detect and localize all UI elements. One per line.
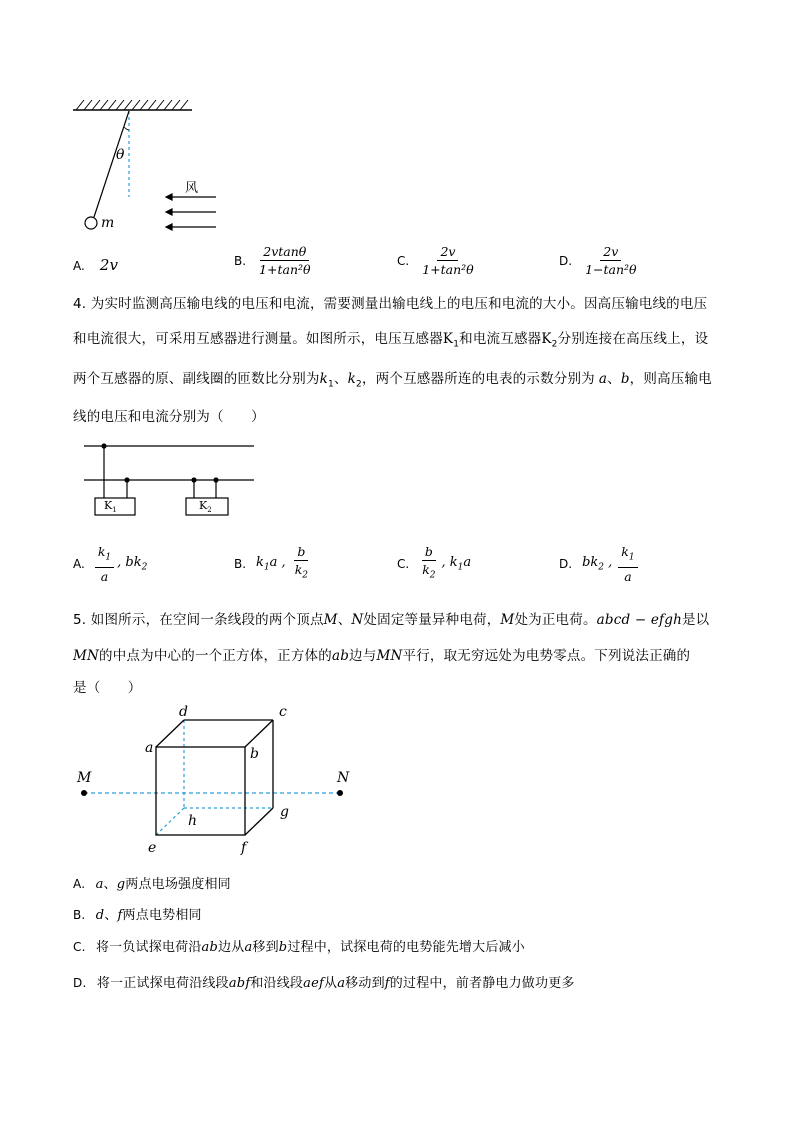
k1-box-label: $K_1$ [104,499,117,515]
option-text: 将一正试探电荷沿线段abf和沿线段aef从a移动到f的过程中，前者静电力做功更多 [96,976,575,991]
q5-option-c[interactable] [73,936,525,955]
vertex-g-label: g [280,804,289,820]
q4-option-a[interactable] [73,543,147,585]
theta-label: θ [116,147,125,163]
q4-line-3: 两个互感器的原、副线圈的匝数比分别为$k_1$、$k_2$，两个互感器所连的电表的示数分别为 a、b，则高压输电 [73,371,712,390]
k2-box-label: $K_2$ [199,499,212,515]
option-text: d、f两点电势相同 [95,908,202,923]
option-fraction: $\frac{2vtan\theta}{\text{1+tan²θ}}$ [259,244,311,277]
q4-line-4: 线的电压和电流分别为（ ） [73,409,265,425]
option-letter: D. [73,976,87,990]
option-letter: B. [234,556,247,571]
wind-label: 风 [185,181,199,196]
option-text: a、g两点电场强度相同 [95,877,231,892]
q4-option-d[interactable] [559,543,638,585]
q4-option-c[interactable] [397,543,471,585]
option-letter: D. [559,556,573,571]
vertex-c-label: c [279,704,287,720]
q3-option-a[interactable] [73,255,118,274]
vertex-a-label: a [145,740,154,756]
option-expr: $k_1a$ , [256,554,286,573]
vertex-f-label: f [241,840,247,856]
option-text: 将一负试探电荷沿ab边从a移到b过程中，试探电荷的电势能先增大后减小 [95,940,525,955]
option-fraction: $\frac{2v}{\text{1−tan²θ}}$ [585,244,637,277]
option-fraction: $\frac{b}{k_2}$ [422,544,436,581]
option-fraction: $\frac{k_1}{a}$ [95,543,114,585]
option-letter: C. [73,940,86,954]
option-expr: $bk_2$ , [582,554,613,573]
option-letter: A. [73,259,85,273]
q4-line-1: 4. 为实时监测高压输电线的电压和电流，需要测量出输电线上的电压和电流的大小。因高压输电线的电压 [73,296,708,312]
option-expr: , $bk_2$ [117,554,148,573]
option-fraction: $\frac{k_1}{a}$ [618,543,637,585]
option-letter: C. [397,556,410,571]
q3-option-d[interactable] [559,243,640,278]
pendulum-figure [70,95,230,235]
mass-label: m [101,215,115,231]
option-expr: 2v [99,256,118,274]
option-fraction: $\frac{2v}{\text{1+tan²θ}}$ [422,244,474,277]
option-letter: A. [73,877,86,891]
q4-option-b[interactable] [234,543,311,585]
option-letter: C. [397,253,410,268]
cube-figure [70,700,370,860]
option-letter: A. [73,556,85,571]
option-letter: B. [73,908,86,922]
q4-line-2: 和电流很大，可采用互感器进行测量。如图所示，电压互感器$K_1$和电流互感器$K_2$分别连接在高压线上，设 [73,331,709,350]
vertex-d-label: d [179,704,188,720]
q5-option-b[interactable] [73,904,202,923]
vertex-e-label: e [148,840,157,856]
option-letter: D. [559,253,573,268]
option-expr: , $k_1a$ [441,554,472,573]
vertex-h-label: h [188,813,198,829]
q5-option-a[interactable] [73,873,231,892]
q5-line-3: 是（ ） [73,680,142,696]
q5-option-d[interactable] [73,972,575,991]
q3-option-c[interactable] [397,243,477,278]
vertex-b-label: b [250,746,259,762]
option-letter: B. [234,253,247,268]
point-n-label: N [337,770,350,786]
q5-line-2: MN的中点为中心的一个正方体，正方体的ab边与MN平行，取无穷远处为电势零点。下列说法正确的 [73,648,691,664]
q3-option-b[interactable] [234,243,314,278]
q5-line-1: 5. 如图所示，在空间一条线段的两个顶点M、N处固定等量异种电荷，M处为正电荷。abcd − efgh是以 [73,612,710,628]
point-m-label: M [77,770,92,786]
option-fraction: $\frac{b}{k_2}$ [294,544,308,581]
